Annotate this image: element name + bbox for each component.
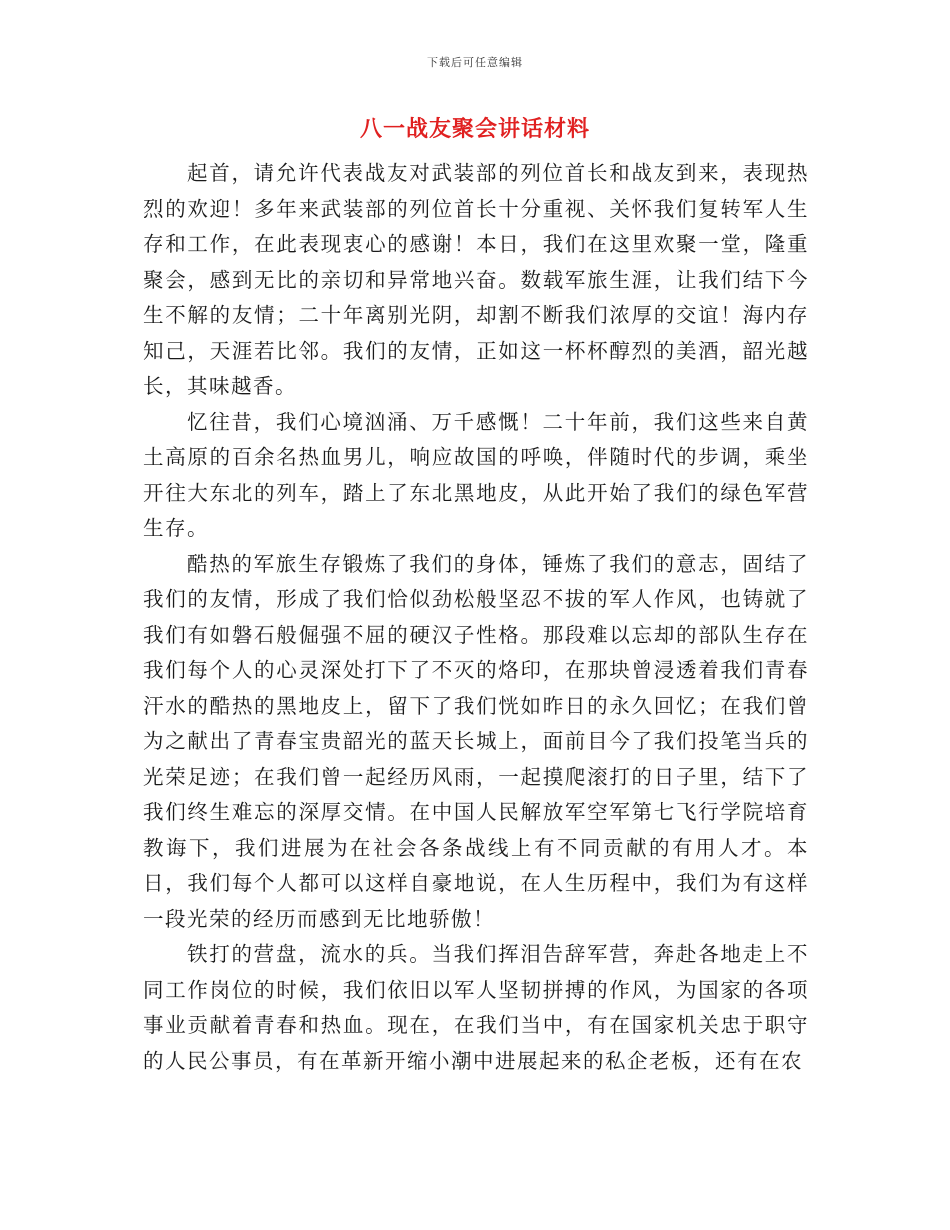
document-body	[143, 156, 809, 1079]
header-note: 下载后可任意编辑	[427, 56, 523, 69]
paragraph-1: 起首，请允许代表战友对武装部的列位首长和战友到来，表现热烈的欢迎！多年来武装部的列位首长十分重视、关怀我们复转军人生存和工作，在此表现衷心的感谢！本日，我们在这里欢聚一堂，隆重聚会，感到无比的亲切和异常地兴奋。数载军旅生涯，让我们结下今生不解的友情；二十年离别光阴，却割不断我们浓厚的交谊！海内存知己，天涯若比邻。我们的友情，正如这一杯杯醇烈的美酒，韶光越长，其味越香。	[143, 161, 809, 398]
paragraph-3: 酷热的军旅生存锻炼了我们的身体，锤炼了我们的意志，固结了我们的友情，形成了我们恰似劲松般坚忍不拔的军人作风，也铸就了我们有如磐石般倔强不屈的硬汉子性格。那段难以忘却的部队生存在我们每个人的心灵深处打下了不灭的烙印，在那块曾浸透着我们青春汗水的酷热的黑地皮上，留下了我们恍如昨日的永久回忆；在我们曾为之献出了青春宝贵韶光的蓝天长城上，面前目今了我们投笔当兵的光荣足迹；在我们曾一起经历风雨，一起摸爬滚打的日子里，结下了我们终生难忘的深厚交情。在中国人民解放军空军第七飞行学院培育教诲下，我们进展为在社会各条战线上有不同贡献的有用人才。本日，我们每个人都可以这样自豪地说，在人生历程中，我们为有这样一段光荣的经历而感到无比地骄傲！	[143, 551, 809, 931]
document-title: 八一战友聚会讲话材料	[359, 117, 590, 142]
paragraph-4: 铁打的营盘，流水的兵。当我们挥泪告辞军营，奔赴各地走上不同工作岗位的时候，我们依旧以军人坚韧拼搏的作风，为国家的各项事业贡献着青春和热血。现在，在我们当中，有在国家机关忠于职守的人民公事员，有在革新开缩小潮中进展起来的私企老板，还有在农	[143, 942, 809, 1073]
paragraph-2: 忆往昔，我们心境汹涌、万千感慨！二十年前，我们这些来自黄土高原的百余名热血男儿，响应故国的呼唤，伴随时代的步调，乘坐开往大东北的列车，踏上了东北黑地皮，从此开始了我们的绿色军营生存。	[143, 409, 809, 540]
